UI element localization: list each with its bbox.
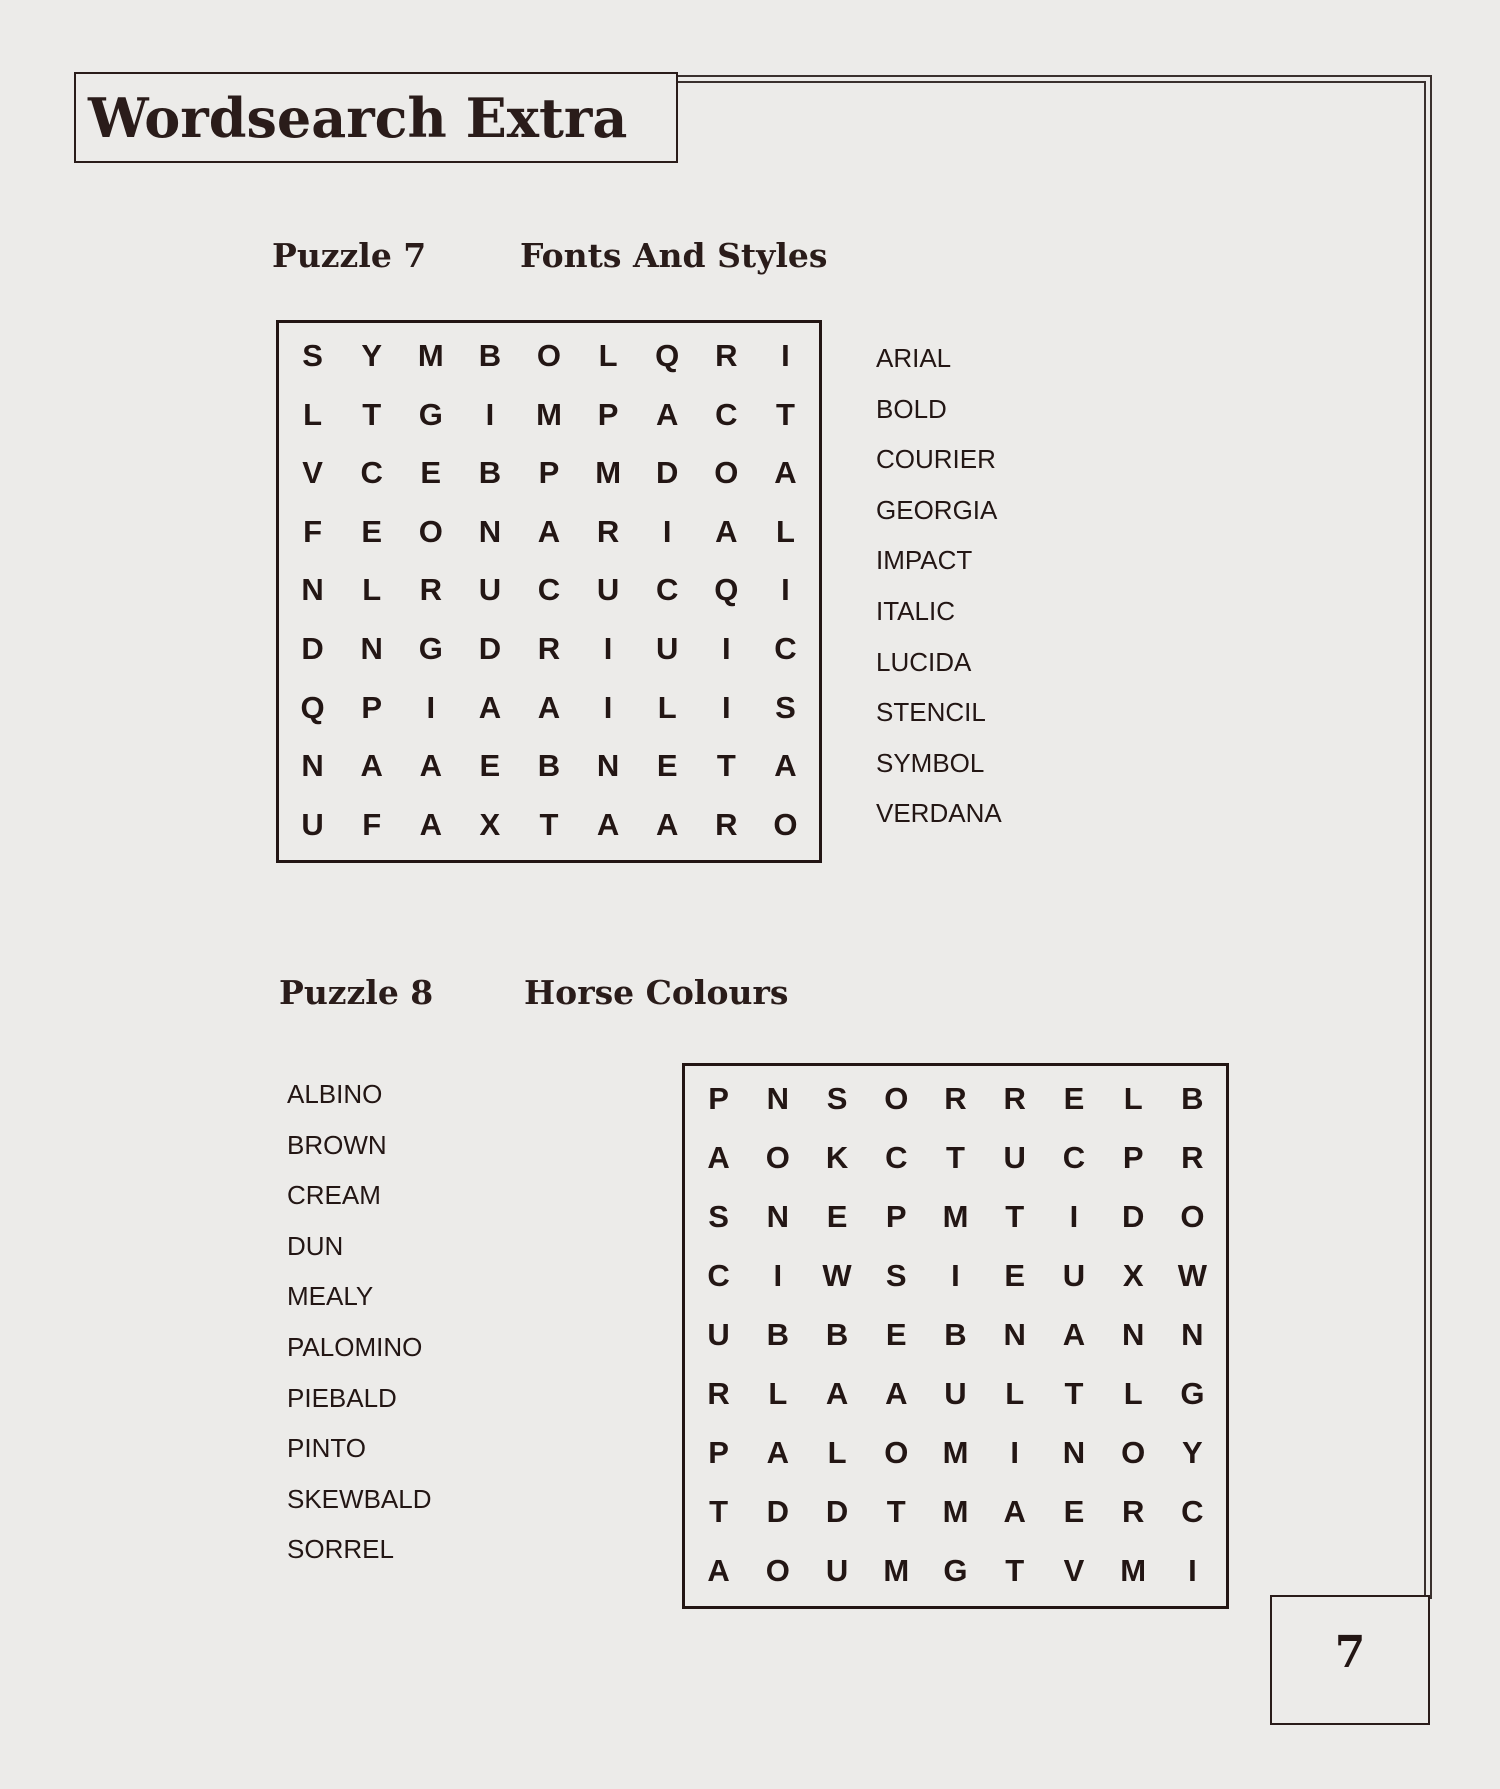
- word-list-item: BOLD: [876, 393, 947, 424]
- grid-cell: A: [419, 748, 442, 784]
- grid-cell: Q: [655, 338, 680, 374]
- grid-cell: Y: [361, 338, 382, 374]
- grid-cell: R: [1121, 1493, 1145, 1529]
- grid-cell: A: [360, 748, 383, 784]
- grid-cell: R: [419, 572, 442, 608]
- puzzle-7-letter-grid: [276, 320, 822, 863]
- puzzle-8-word-list: [287, 1069, 432, 1575]
- word-list-item: SYMBOL: [876, 747, 985, 778]
- grid-cell: Y: [1182, 1434, 1203, 1470]
- puzzle-8-letter-grid: [682, 1063, 1229, 1609]
- grid-cell: T: [1005, 1199, 1025, 1235]
- grid-cell: A: [478, 689, 502, 725]
- grid-cell: E: [656, 748, 678, 784]
- grid-cell: I: [722, 689, 731, 725]
- grid-cell: A: [656, 396, 679, 432]
- grid-cell: I: [603, 631, 613, 667]
- word-list-item: CREAM: [287, 1180, 381, 1211]
- grid-cell: N: [1121, 1316, 1145, 1352]
- word-list-item: VERDANA: [876, 798, 1002, 829]
- grid-cell: P: [361, 689, 382, 725]
- grid-cell: L: [1123, 1081, 1143, 1117]
- grid-cell: U: [656, 631, 679, 667]
- puzzle-7-label: Puzzle 7: [272, 236, 427, 275]
- word-list-item: ALBINO: [287, 1079, 383, 1109]
- grid-cell: C: [656, 572, 679, 608]
- title-box: [74, 72, 678, 163]
- grid-cell: F: [362, 806, 382, 842]
- grid-cell: G: [1180, 1375, 1205, 1411]
- page-number: 7: [1334, 1626, 1366, 1678]
- grid-cell: S: [826, 1081, 848, 1117]
- grid-cell: R: [1003, 1081, 1026, 1117]
- grid-cell: R: [596, 513, 620, 549]
- grid-cell: A: [825, 1375, 849, 1411]
- grid-cell: A: [656, 806, 679, 842]
- grid-cell: N: [766, 1199, 790, 1235]
- grid-cell: P: [538, 455, 560, 491]
- grid-cell: Q: [714, 572, 739, 608]
- grid-cell: C: [360, 455, 383, 491]
- grid-cell: T: [716, 748, 736, 784]
- grid-cell: T: [886, 1493, 906, 1529]
- grid-cell: A: [715, 513, 738, 549]
- grid-cell: R: [715, 806, 738, 842]
- grid-cell: R: [715, 338, 738, 374]
- grid-cell: O: [418, 513, 443, 549]
- grid-cell: A: [537, 689, 561, 725]
- grid-cell: O: [765, 1140, 790, 1176]
- grid-cell: L: [827, 1434, 847, 1470]
- grid-cell: U: [1062, 1258, 1086, 1294]
- grid-cell: T: [1064, 1375, 1084, 1411]
- grid-cell: I: [1069, 1199, 1079, 1235]
- grid-cell: B: [478, 338, 502, 374]
- grid-cell: C: [1062, 1140, 1086, 1176]
- grid-cell: N: [1062, 1434, 1086, 1470]
- grid-cell: C: [774, 631, 797, 667]
- grid-cell: S: [775, 689, 796, 725]
- grid-cell: I: [781, 338, 790, 374]
- grid-cell: M: [942, 1434, 969, 1470]
- grid-cell: U: [825, 1552, 849, 1588]
- grid-cell: A: [707, 1552, 730, 1588]
- grid-cell: E: [826, 1199, 848, 1235]
- grid-cell: S: [708, 1199, 729, 1235]
- grid-cell: N: [360, 631, 383, 667]
- grid-cell: P: [1122, 1140, 1144, 1176]
- grid-cell: B: [1181, 1081, 1204, 1117]
- word-list-item: PALOMINO: [287, 1331, 423, 1362]
- grid-cell: T: [362, 396, 382, 432]
- grid-cell: E: [361, 513, 382, 549]
- grid-cell: R: [1181, 1140, 1204, 1176]
- grid-cell: L: [1123, 1375, 1143, 1411]
- grid-cell: M: [883, 1552, 910, 1588]
- grid-cell: O: [1180, 1199, 1205, 1235]
- grid-cell: M: [942, 1199, 969, 1235]
- grid-cell: D: [766, 1493, 790, 1529]
- grid-cell: P: [597, 396, 619, 432]
- grid-cell: I: [781, 572, 790, 608]
- grid-cell: I: [1188, 1552, 1197, 1588]
- grid-cell: X: [1122, 1258, 1144, 1294]
- grid-cell: A: [537, 513, 561, 549]
- grid-cell: B: [537, 748, 561, 784]
- grid-cell: N: [1003, 1316, 1026, 1352]
- grid-cell: N: [1181, 1316, 1204, 1352]
- grid-cell: L: [598, 338, 618, 374]
- grid-cell: V: [302, 455, 323, 491]
- grid-cell: M: [536, 396, 562, 432]
- grid-cell: N: [301, 748, 324, 784]
- grid-cell: U: [1003, 1140, 1026, 1176]
- grid-cell: F: [303, 513, 323, 549]
- grid-cell: S: [302, 338, 323, 374]
- word-list-item: BROWN: [287, 1129, 387, 1160]
- grid-cell: C: [537, 572, 561, 608]
- grid-cell: X: [479, 806, 501, 842]
- grid-cell: I: [426, 689, 436, 725]
- puzzle-8-title: Horse Colours: [524, 973, 789, 1012]
- word-list-item: SKEWBALD: [287, 1483, 432, 1514]
- grid-cell: C: [707, 1258, 730, 1294]
- grid-cell: O: [884, 1434, 909, 1470]
- grid-cell: W: [1177, 1258, 1207, 1294]
- grid-cell: G: [943, 1552, 968, 1588]
- word-list-item: ARIAL: [876, 343, 952, 373]
- grid-cell: A: [1003, 1493, 1026, 1529]
- grid-cell: O: [773, 806, 798, 842]
- grid-cell: I: [773, 1258, 783, 1294]
- grid-cell: U: [478, 572, 502, 608]
- grid-cell: L: [775, 513, 795, 549]
- grid-cell: G: [418, 396, 443, 432]
- grid-cell: T: [946, 1140, 965, 1176]
- grid-cell: O: [884, 1081, 909, 1117]
- grid-cell: A: [1062, 1316, 1086, 1352]
- grid-cell: D: [1121, 1199, 1145, 1235]
- grid-cell: M: [1120, 1552, 1147, 1588]
- word-list-item: PIEBALD: [287, 1382, 397, 1413]
- grid-cell: Q: [300, 689, 325, 725]
- grid-cell: L: [303, 396, 323, 432]
- puzzle-7-word-list: [876, 333, 1002, 839]
- grid-cell: N: [478, 513, 502, 549]
- grid-cell: A: [596, 806, 620, 842]
- grid-cell: A: [766, 1434, 790, 1470]
- grid-cell: T: [709, 1493, 729, 1529]
- grid-cell: E: [1004, 1258, 1026, 1294]
- grid-cell: L: [657, 689, 677, 725]
- word-list-item: DUN: [287, 1230, 344, 1261]
- grid-cell: B: [766, 1316, 790, 1352]
- grid-cell: A: [707, 1140, 730, 1176]
- grid-cell: D: [825, 1493, 849, 1529]
- grid-cell: E: [479, 748, 501, 784]
- word-list-item: GEORGIA: [876, 494, 998, 525]
- grid-cell: R: [944, 1081, 967, 1117]
- grid-cell: C: [715, 396, 738, 432]
- grid-cell: E: [420, 455, 442, 491]
- puzzle-8-label: Puzzle 8: [279, 973, 434, 1012]
- word-list-item: ITALIC: [876, 595, 955, 626]
- word-list-item: IMPACT: [876, 545, 973, 576]
- grid-cell: O: [1121, 1434, 1146, 1470]
- grid-cell: A: [885, 1375, 908, 1411]
- grid-cell: P: [708, 1081, 729, 1117]
- grid-cell: C: [885, 1140, 908, 1176]
- grid-cell: N: [596, 748, 620, 784]
- grid-cell: L: [1005, 1375, 1025, 1411]
- grid-cell: I: [603, 689, 613, 725]
- grid-cell: A: [774, 748, 797, 784]
- grid-cell: B: [944, 1316, 967, 1352]
- grid-cell: R: [537, 631, 561, 667]
- grid-cell: I: [662, 513, 672, 549]
- grid-cell: A: [419, 806, 442, 842]
- grid-cell: U: [301, 806, 324, 842]
- word-list-item: LUCIDA: [876, 646, 972, 677]
- grid-cell: L: [768, 1375, 788, 1411]
- grid-cell: O: [714, 455, 739, 491]
- grid-cell: E: [885, 1316, 907, 1352]
- grid-cell: I: [485, 396, 495, 432]
- grid-cell: N: [301, 572, 324, 608]
- grid-cell: M: [595, 455, 622, 491]
- page-title: Wordsearch Extra: [88, 85, 628, 150]
- grid-cell: B: [825, 1316, 849, 1352]
- page-number-box: [1270, 1595, 1430, 1725]
- word-list-item: COURIER: [876, 444, 996, 475]
- grid-cell: T: [775, 396, 795, 432]
- grid-cell: A: [774, 455, 797, 491]
- grid-cell: L: [362, 572, 382, 608]
- grid-cell: O: [536, 338, 562, 374]
- puzzle-7-title: Fonts And Styles: [520, 236, 828, 275]
- grid-cell: S: [885, 1258, 907, 1294]
- grid-cell: N: [766, 1081, 790, 1117]
- grid-cell: M: [417, 338, 444, 374]
- grid-cell: C: [1181, 1493, 1204, 1529]
- word-list-item: SORREL: [287, 1534, 394, 1565]
- grid-cell: W: [822, 1258, 852, 1294]
- grid-cell: M: [942, 1493, 969, 1529]
- grid-cell: B: [478, 455, 502, 491]
- grid-cell: P: [708, 1434, 729, 1470]
- grid-cell: I: [722, 631, 731, 667]
- grid-cell: V: [1063, 1552, 1085, 1588]
- grid-cell: O: [765, 1552, 790, 1588]
- grid-cell: E: [1063, 1493, 1085, 1529]
- grid-cell: U: [596, 572, 620, 608]
- grid-cell: D: [478, 631, 502, 667]
- grid-cell: E: [1063, 1081, 1085, 1117]
- grid-cell: P: [885, 1199, 907, 1235]
- word-list-item: MEALY: [287, 1281, 374, 1312]
- word-list-item: STENCIL: [876, 697, 986, 728]
- grid-cell: U: [707, 1316, 730, 1352]
- grid-cell: R: [707, 1375, 730, 1411]
- grid-cell: D: [301, 631, 324, 667]
- grid-cell: T: [539, 806, 559, 842]
- grid-cell: I: [951, 1258, 960, 1294]
- grid-cell: I: [1010, 1434, 1020, 1470]
- grid-cell: D: [656, 455, 679, 491]
- grid-cell: K: [825, 1140, 849, 1176]
- grid-cell: T: [1005, 1552, 1025, 1588]
- word-list-item: PINTO: [287, 1433, 366, 1464]
- grid-cell: U: [944, 1375, 967, 1411]
- grid-cell: G: [418, 631, 443, 667]
